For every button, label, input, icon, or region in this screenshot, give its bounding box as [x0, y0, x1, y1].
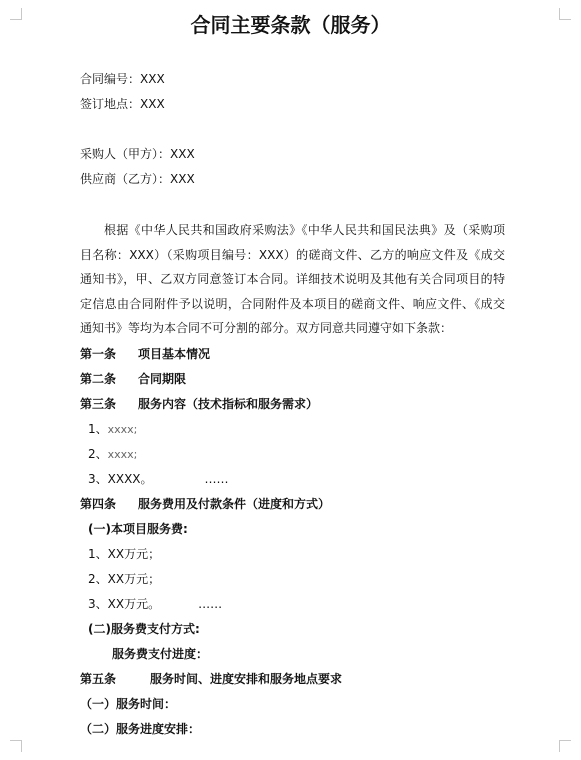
- contract-number: 合同编号：XXX: [80, 72, 165, 86]
- article-heading: 服务内容（技术指标和服务需求）: [138, 397, 319, 411]
- sign-place: 签订地点：XXX: [80, 97, 165, 111]
- article-heading: 合同期限: [138, 372, 187, 386]
- service-time: （一）服务时间：: [80, 697, 177, 711]
- list-item: 1、XX万元；: [88, 547, 161, 561]
- article-number: 第一条: [80, 347, 117, 361]
- article-number: 第五条: [80, 672, 117, 686]
- supplier-party: 供应商（乙方）：XXX: [80, 172, 195, 186]
- article-number: 第三条: [80, 397, 117, 411]
- intro-paragraph: 根据《中华人民共和国政府采购法》《中华人民共和国民法典》及（采购项目名称：XXX）（采购项目编号：XXX）的磋商文件、乙方的响应文件及《成交通知书》，甲、乙双方同意签订本合同。详细技术说明及其他有关合同项目的特定信息由合同附件予以说明，合同附件及本项目的磋商文件、响应文件、《成交通知书》等均为本合同不可分割的部分。双方同意共同遵守如下条款：: [80, 223, 505, 335]
- article-number: 第二条: [80, 372, 117, 386]
- list-item: 3、XX万元。 ……: [88, 597, 223, 611]
- ellipsis: ……: [198, 597, 223, 611]
- buyer-party: 采购人（甲方）：XXX: [80, 147, 195, 161]
- payment-progress: 服务费支付进度：: [112, 647, 209, 661]
- service-schedule: （二）服务进度安排：: [80, 722, 201, 736]
- article-3: [80, 395, 318, 413]
- article-heading: 项目基本情况: [138, 347, 211, 361]
- list-item: 1、xxxx;: [88, 422, 138, 436]
- article-4: [80, 495, 330, 513]
- ellipsis: ……: [204, 472, 229, 486]
- article-number: 第四条: [80, 497, 117, 511]
- article-2: [80, 370, 186, 388]
- fee-heading: (一)本项目服务费:: [88, 522, 188, 536]
- article-1: [80, 345, 210, 363]
- article-heading: 服务费用及付款条件（进度和方式）: [138, 497, 331, 511]
- article-5: [80, 670, 342, 688]
- article-heading: 服务时间、进度安排和服务地点要求: [150, 672, 343, 686]
- page-corner-mark: [10, 740, 22, 752]
- list-item: 2、XX万元；: [88, 572, 161, 586]
- page-corner-mark: [559, 740, 571, 752]
- list-item: 2、xxxx;: [88, 447, 138, 461]
- list-item: 3、XXXX。 ……: [88, 472, 229, 486]
- document-title: 合同主要条款（服务）: [190, 13, 391, 37]
- payment-method: (二)服务费支付方式:: [88, 622, 200, 636]
